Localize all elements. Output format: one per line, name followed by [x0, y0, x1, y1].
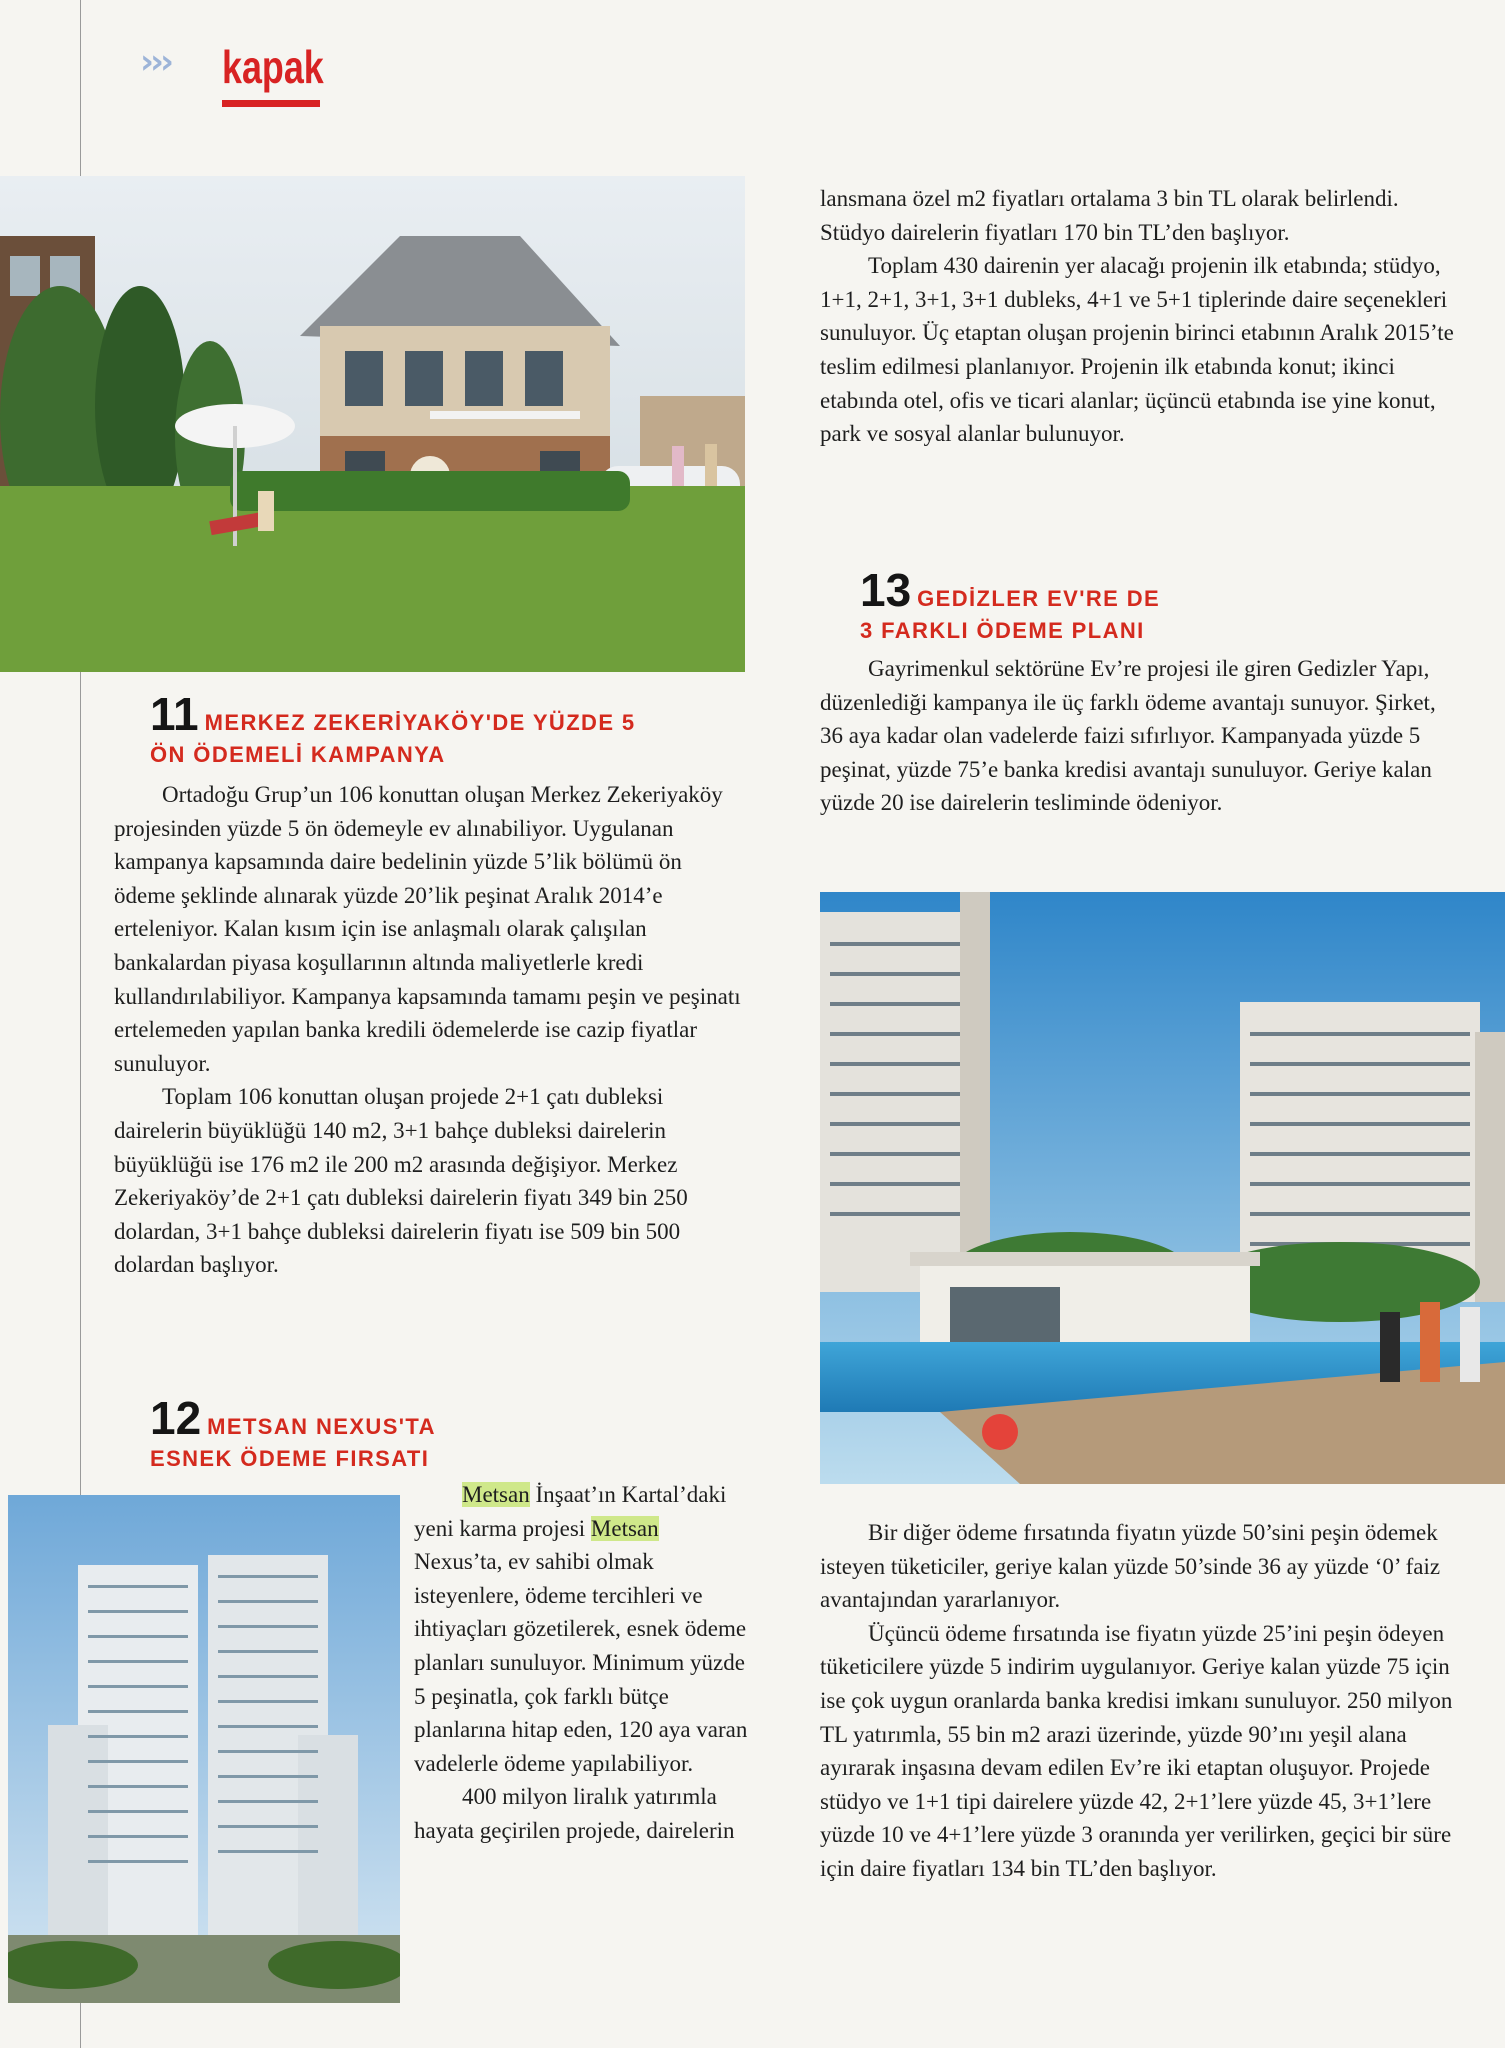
article-11-title-line1: MERKEZ ZEKERİYAKÖY'DE YÜZDE 5: [204, 710, 636, 735]
article-12-heading: [150, 1392, 436, 1475]
highlighted-term: Metsan: [590, 1515, 659, 1541]
article-13-title-line2: 3 FARKLI ÖDEME PLANI: [860, 618, 1145, 643]
article-13-number: 13: [860, 564, 912, 616]
article-12-title-line1: METSAN NEXUS'TA: [207, 1414, 436, 1439]
article-13-title-line1: GEDİZLER EV'RE DE: [917, 586, 1161, 611]
article-11-paragraph: Ortadoğu Grup’un 106 konuttan oluşan Merkez Zekeriyaköy projesinden yüzde 5 ön ödemeyle ev alınabiliyor. Uygulanan kampanya kapsamında daire bedelinin yüzde 5’lik bölümü ön ödeme şeklinde alınarak yüzde 20’lik peşinat Aralık 2014’e erteleniyor. Kalan kısım için ise anlaşmalı olarak çalışılan bankalardan piyasa koşullarının altında maliyetlerle kredi kullandırılabiliyor. Kampanya kapsamında tamamı peşin ve peşinatı ertelemeden yapılan banka kredili ödemelerde ise cazip fiyatlar sunuluyor.: [114, 782, 741, 1076]
section-title: kapak: [222, 41, 324, 93]
article-12-continuation: [820, 182, 1460, 451]
gedizler-evre-pool-photo: [820, 892, 1505, 1484]
article-12-paragraph: Toplam 430 dairenin yer alacağı projenin ilk etabında; stüdyo, 1+1, 2+1, 3+1, 3+1 dubleks, 4+1 ve 5+1 tiplerinde daire seçenekleri sunuluyor. Üç etaptan oluşan projenin birinci etabının Aralık 2015’te teslim edilmesi planlanıyor. Projenin ilk etabında konut; ikinci etabında otel, ofis ve ticari alanlar; üçüncü etabında ise yine konut, park ve sosyal alanlar bulunuyor.: [820, 253, 1454, 447]
article-11-heading: [150, 688, 636, 771]
article-12-body: [414, 1478, 750, 1848]
metsan-nexus-towers-photo: [8, 1495, 400, 2003]
article-13-paragraph: Üçüncü ödeme fırsatında ise fiyatın yüzde 25’ini peşin ödeyen tüketicilere yüzde 5 indirim uygulanıyor. Geriye kalan yüzde 75 için ise çok uygun oranlarda banka kredisi imkanı sunuluyor. 250 milyon TL yatırımla, 55 bin m2 arazi üzerinde, yüzde 90’ını yeşil alana ayırarak inşasına devam edilen Ev’re iki etaptan oluşuyor. Projede stüdyo ve 1+1 tipi dairelere yüzde 42, 2+1’lere yüzde 45, 3+1’lere yüzde 10 ve 4+1’lere yüzde 3 oranında yer verilirken, geçici bir süre için daire fiyatları 134 bin TL’den başlıyor.: [820, 1620, 1453, 1881]
article-12-paragraph: lansmana özel m2 fiyatları ortalama 3 bin TL olarak belirlendi. Stüdyo dairelerin fiyatları 170 bin TL’den başlıyor.: [820, 186, 1399, 245]
article-11-body: [114, 778, 746, 1282]
article-13-heading: [860, 564, 1161, 647]
article-13-body-continued: [820, 1516, 1460, 1886]
article-12-number: 12: [150, 1392, 202, 1444]
article-13-paragraph: Bir diğer ödeme fırsatında fiyatın yüzde 50’sini peşin ödemek isteyen tüketiciler, geriye kalan yüzde 50’sinde 36 ay yüzde ‘0’ faiz avantajından yararlanıyor.: [820, 1520, 1441, 1613]
article-12-paragraph: 400 milyon liralık yatırımla hayata geçirilen projede, dairelerin: [414, 1784, 735, 1843]
article-13-body: [820, 652, 1460, 820]
article-13-paragraph: Gayrimenkul sektörüne Ev’re projesi ile giren Gedizler Yapı, düzenlediği kampanya ile üç farklı ödeme avantajı sunuyor. Şirket, 36 aya kadar olan vadelerde faizi sıfırlıyor. Kampanyada yüzde 5 peşinat, yüzde 75’e banka kredisi avantajı sunuluyor. Geriye kalan yüzde 20 ise dairelerin tesliminde ödeniyor.: [820, 656, 1436, 816]
article-12-paragraph: Metsan İnşaat’ın Kartal’daki yeni karma projesi Metsan Nexus’ta, ev sahibi olmak isteyenlere, ödeme tercihleri ve ihtiyaçları gözetilerek, esnek ödeme planları sunuluyor. Minimum yüzde 5 peşinatla, çok farklı bütçe planlarına hitap eden, 120 aya varan vadelerle ödeme yapılabiliyor.: [414, 1482, 748, 1776]
article-11-title-line2: ÖN ÖDEMELİ KAMPANYA: [150, 742, 446, 767]
article-11-paragraph: Toplam 106 konuttan oluşan projede 2+1 çatı dubleksi dairelerin büyüklüğü 140 m2, 3+1 bahçe dubleksi dairelerin büyüklüğü ise 176 m2 ile 200 m2 arasında değişiyor. Merkez Zekeriyaköy’de 2+1 çatı dubleksi dairelerin fiyatı 349 bin 250 dolardan, 3+1 bahçe dubleksi dairelerin fiyatı ise 509 bin 500 dolardan başlıyor.: [114, 1084, 688, 1278]
article-12-title-line2: ESNEK ÖDEME FIRSATI: [150, 1446, 430, 1471]
article-11-number: 11: [150, 688, 199, 740]
villa-garden-photo: [0, 176, 745, 672]
section-underline: [222, 100, 320, 107]
chevron-arrows-icon: ›››: [140, 42, 171, 82]
highlighted-term: Metsan: [462, 1482, 530, 1507]
